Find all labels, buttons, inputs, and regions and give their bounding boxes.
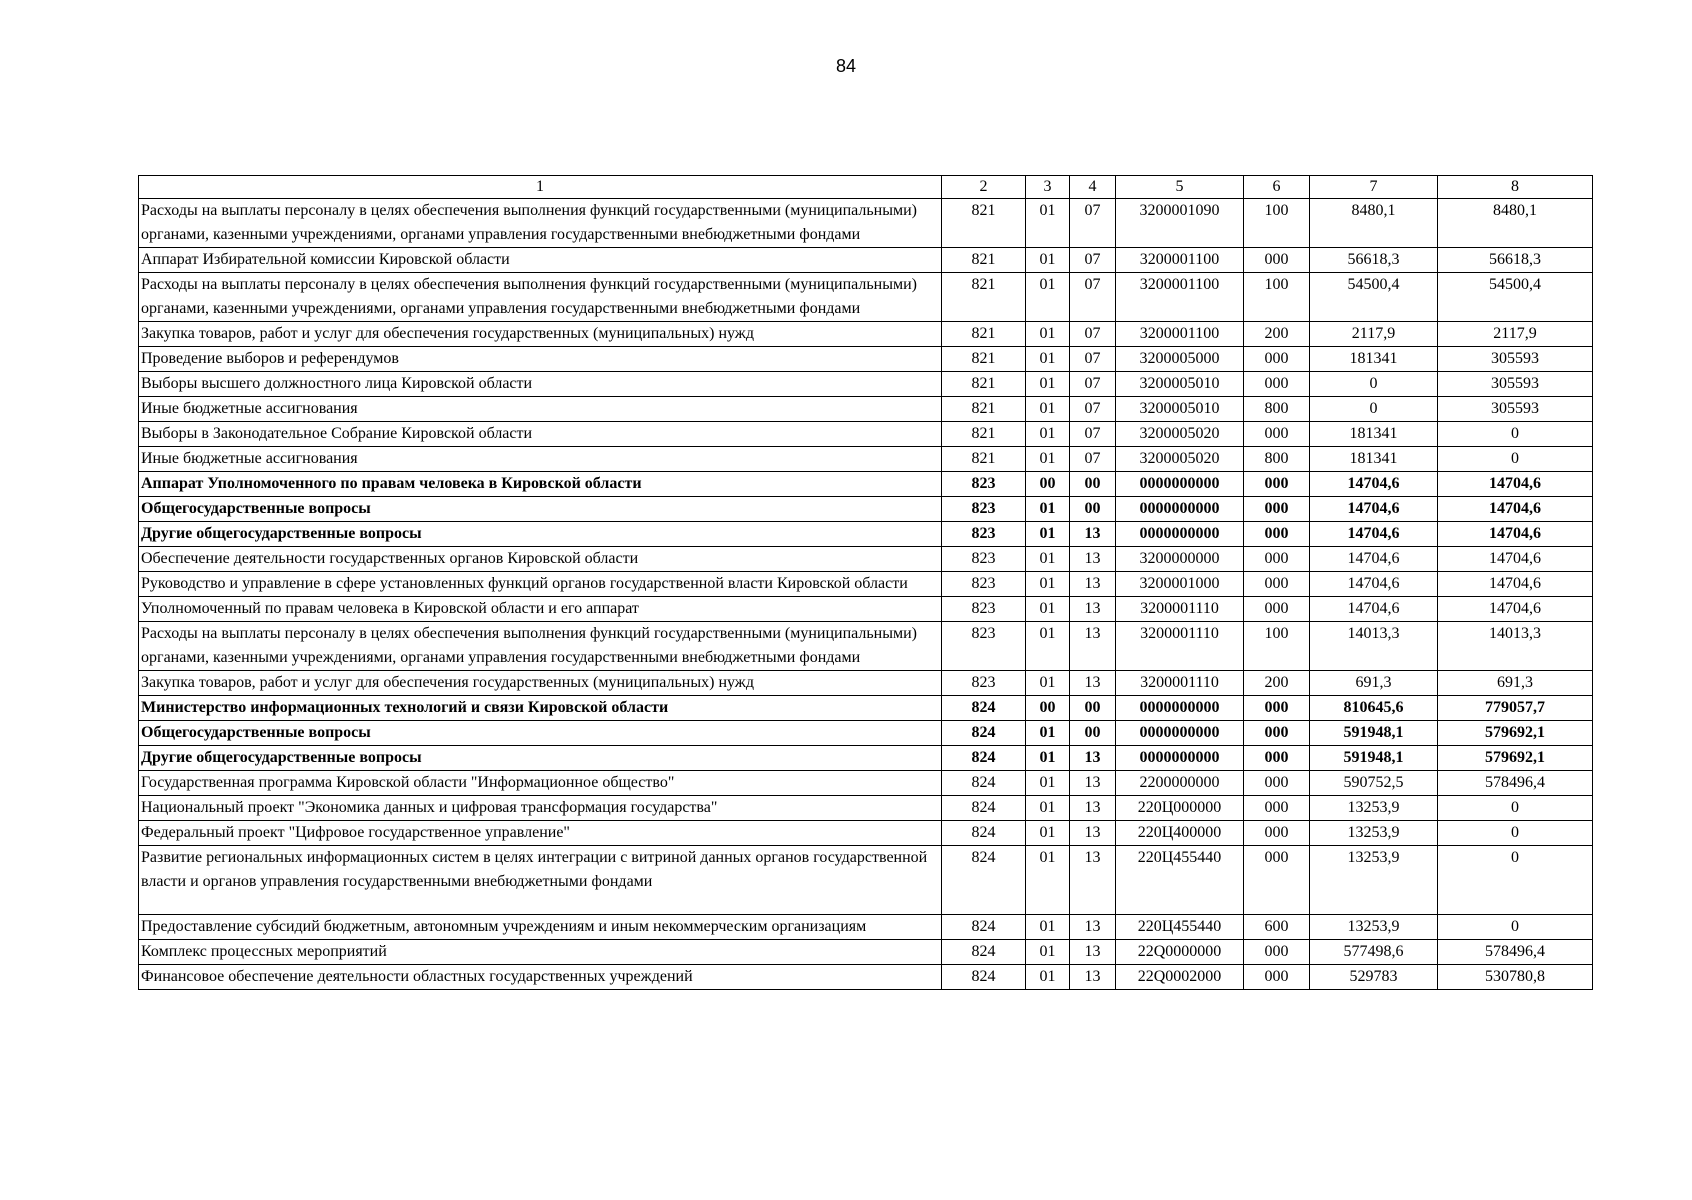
subsection-code-cell: 07 (1070, 372, 1116, 397)
column-header: 8 (1438, 176, 1593, 199)
ministry-code-cell: 824 (942, 915, 1026, 940)
expense-type-cell: 000 (1244, 497, 1310, 522)
section-code-cell: 01 (1026, 447, 1070, 472)
row-name-cell: Общегосударственные вопросы (139, 497, 942, 522)
table-header-row (139, 176, 1593, 199)
amount-col8-cell: 579692,1 (1438, 721, 1593, 746)
amount-col7-cell: 14704,6 (1310, 572, 1438, 597)
target-article-cell: 0000000000 (1116, 497, 1244, 522)
ministry-code-cell: 824 (942, 965, 1026, 990)
subsection-code-cell: 07 (1070, 248, 1116, 273)
target-article-cell: 3200001110 (1116, 671, 1244, 696)
table-row (139, 597, 1593, 622)
ministry-code-cell: 823 (942, 572, 1026, 597)
row-name-cell: Комплекс процессных мероприятий (139, 940, 942, 965)
amount-col8-cell: 0 (1438, 422, 1593, 447)
amount-col7-cell: 591948,1 (1310, 746, 1438, 771)
table-row (139, 915, 1593, 940)
amount-col8-cell: 54500,4 (1438, 273, 1593, 322)
section-code-cell: 01 (1026, 547, 1070, 572)
expense-type-cell: 200 (1244, 671, 1310, 696)
column-header: 5 (1116, 176, 1244, 199)
row-name-cell: Закупка товаров, работ и услуг для обеспечения государственных (муниципальных) нужд (139, 671, 942, 696)
amount-col7-cell: 591948,1 (1310, 721, 1438, 746)
amount-col7-cell: 2117,9 (1310, 322, 1438, 347)
target-article-cell: 0000000000 (1116, 696, 1244, 721)
budget-table (138, 175, 1593, 990)
column-header: 2 (942, 176, 1026, 199)
table-row (139, 372, 1593, 397)
section-code-cell: 01 (1026, 422, 1070, 447)
amount-col7-cell: 13253,9 (1310, 821, 1438, 846)
ministry-code-cell: 824 (942, 821, 1026, 846)
row-name-cell: Проведение выборов и референдумов (139, 347, 942, 372)
row-name-cell: Иные бюджетные ассигнования (139, 397, 942, 422)
amount-col7-cell: 8480,1 (1310, 199, 1438, 248)
target-article-cell: 0000000000 (1116, 522, 1244, 547)
row-name-cell: Национальный проект "Экономика данных и цифровая трансформация государства" (139, 796, 942, 821)
amount-col7-cell: 577498,6 (1310, 940, 1438, 965)
subsection-code-cell: 00 (1070, 472, 1116, 497)
target-article-cell: 3200001100 (1116, 273, 1244, 322)
amount-col8-cell: 2117,9 (1438, 322, 1593, 347)
expense-type-cell: 000 (1244, 696, 1310, 721)
column-header: 4 (1070, 176, 1116, 199)
column-header: 7 (1310, 176, 1438, 199)
expense-type-cell: 000 (1244, 846, 1310, 915)
amount-col8-cell: 14704,6 (1438, 497, 1593, 522)
table-row (139, 397, 1593, 422)
expense-type-cell: 000 (1244, 721, 1310, 746)
amount-col7-cell: 0 (1310, 397, 1438, 422)
target-article-cell: 220Ц455440 (1116, 846, 1244, 915)
ministry-code-cell: 823 (942, 522, 1026, 547)
target-article-cell: 3200001110 (1116, 597, 1244, 622)
section-code-cell: 01 (1026, 915, 1070, 940)
ministry-code-cell: 824 (942, 696, 1026, 721)
row-name-cell: Федеральный проект "Цифровое государственное управление" (139, 821, 942, 846)
section-code-cell: 00 (1026, 472, 1070, 497)
expense-type-cell: 800 (1244, 397, 1310, 422)
section-code-cell: 01 (1026, 771, 1070, 796)
table-row (139, 347, 1593, 372)
amount-col8-cell: 578496,4 (1438, 771, 1593, 796)
expense-type-cell: 000 (1244, 472, 1310, 497)
expense-type-cell: 000 (1244, 771, 1310, 796)
amount-col8-cell: 779057,7 (1438, 696, 1593, 721)
target-article-cell: 220Ц000000 (1116, 796, 1244, 821)
row-name-cell: Финансовое обеспечение деятельности областных государственных учреждений (139, 965, 942, 990)
amount-col8-cell: 8480,1 (1438, 199, 1593, 248)
subsection-code-cell: 07 (1070, 322, 1116, 347)
section-code-cell: 01 (1026, 821, 1070, 846)
table-row (139, 422, 1593, 447)
ministry-code-cell: 824 (942, 771, 1026, 796)
amount-col8-cell: 0 (1438, 821, 1593, 846)
target-article-cell: 3200001000 (1116, 572, 1244, 597)
section-code-cell: 01 (1026, 846, 1070, 915)
subsection-code-cell: 13 (1070, 572, 1116, 597)
table-row (139, 572, 1593, 597)
ministry-code-cell: 821 (942, 322, 1026, 347)
ministry-code-cell: 821 (942, 248, 1026, 273)
ministry-code-cell: 824 (942, 940, 1026, 965)
target-article-cell: 3200005010 (1116, 397, 1244, 422)
section-code-cell: 01 (1026, 746, 1070, 771)
amount-col7-cell: 181341 (1310, 447, 1438, 472)
section-code-cell: 01 (1026, 572, 1070, 597)
table-row (139, 547, 1593, 572)
expense-type-cell: 000 (1244, 940, 1310, 965)
expense-type-cell: 000 (1244, 547, 1310, 572)
row-name-cell: Министерство информационных технологий и связи Кировской области (139, 696, 942, 721)
amount-col8-cell: 530780,8 (1438, 965, 1593, 990)
target-article-cell: 22Q0002000 (1116, 965, 1244, 990)
amount-col8-cell: 14704,6 (1438, 522, 1593, 547)
section-code-cell: 01 (1026, 347, 1070, 372)
amount-col7-cell: 14704,6 (1310, 497, 1438, 522)
target-article-cell: 3200005000 (1116, 347, 1244, 372)
amount-col7-cell: 590752,5 (1310, 771, 1438, 796)
ministry-code-cell: 824 (942, 796, 1026, 821)
subsection-code-cell: 13 (1070, 846, 1116, 915)
ministry-code-cell: 821 (942, 273, 1026, 322)
row-name-cell: Государственная программа Кировской области "Информационное общество" (139, 771, 942, 796)
section-code-cell: 01 (1026, 721, 1070, 746)
expense-type-cell: 600 (1244, 915, 1310, 940)
amount-col7-cell: 14704,6 (1310, 547, 1438, 572)
amount-col8-cell: 691,3 (1438, 671, 1593, 696)
amount-col7-cell: 13253,9 (1310, 915, 1438, 940)
expense-type-cell: 000 (1244, 746, 1310, 771)
subsection-code-cell: 00 (1070, 721, 1116, 746)
section-code-cell: 01 (1026, 497, 1070, 522)
target-article-cell: 2200000000 (1116, 771, 1244, 796)
amount-col7-cell: 13253,9 (1310, 846, 1438, 915)
table-row (139, 940, 1593, 965)
amount-col7-cell: 529783 (1310, 965, 1438, 990)
expense-type-cell: 000 (1244, 422, 1310, 447)
table-row (139, 965, 1593, 990)
expense-type-cell: 000 (1244, 821, 1310, 846)
expense-type-cell: 000 (1244, 248, 1310, 273)
ministry-code-cell: 823 (942, 497, 1026, 522)
amount-col7-cell: 0 (1310, 372, 1438, 397)
amount-col8-cell: 14704,6 (1438, 547, 1593, 572)
target-article-cell: 3200005020 (1116, 422, 1244, 447)
section-code-cell: 01 (1026, 199, 1070, 248)
amount-col8-cell: 305593 (1438, 347, 1593, 372)
amount-col8-cell: 579692,1 (1438, 746, 1593, 771)
ministry-code-cell: 824 (942, 846, 1026, 915)
table-row (139, 846, 1593, 915)
expense-type-cell: 800 (1244, 447, 1310, 472)
amount-col8-cell: 14704,6 (1438, 572, 1593, 597)
row-name-cell: Аппарат Избирательной комиссии Кировской области (139, 248, 942, 273)
table-row (139, 821, 1593, 846)
ministry-code-cell: 821 (942, 397, 1026, 422)
section-code-cell: 01 (1026, 940, 1070, 965)
amount-col8-cell: 578496,4 (1438, 940, 1593, 965)
table-row (139, 622, 1593, 671)
row-name-cell: Обеспечение деятельности государственных органов Кировской области (139, 547, 942, 572)
section-code-cell: 01 (1026, 671, 1070, 696)
target-article-cell: 220Ц455440 (1116, 915, 1244, 940)
section-code-cell: 01 (1026, 597, 1070, 622)
row-name-cell: Закупка товаров, работ и услуг для обеспечения государственных (муниципальных) нужд (139, 322, 942, 347)
expense-type-cell: 100 (1244, 622, 1310, 671)
ministry-code-cell: 821 (942, 422, 1026, 447)
amount-col7-cell: 14704,6 (1310, 522, 1438, 547)
target-article-cell: 0000000000 (1116, 472, 1244, 497)
amount-col7-cell: 54500,4 (1310, 273, 1438, 322)
ministry-code-cell: 821 (942, 447, 1026, 472)
amount-col8-cell: 0 (1438, 915, 1593, 940)
expense-type-cell: 000 (1244, 522, 1310, 547)
table-row (139, 248, 1593, 273)
expense-type-cell: 000 (1244, 965, 1310, 990)
amount-col8-cell: 56618,3 (1438, 248, 1593, 273)
target-article-cell: 3200001090 (1116, 199, 1244, 248)
row-name-cell: Выборы высшего должностного лица Кировской области (139, 372, 942, 397)
section-code-cell: 01 (1026, 796, 1070, 821)
expense-type-cell: 000 (1244, 372, 1310, 397)
row-name-cell: Руководство и управление в сфере установленных функций органов государственной власти Кировской области (139, 572, 942, 597)
row-name-cell: Другие общегосударственные вопросы (139, 522, 942, 547)
section-code-cell: 00 (1026, 696, 1070, 721)
target-article-cell: 3200001100 (1116, 322, 1244, 347)
expense-type-cell: 100 (1244, 199, 1310, 248)
section-code-cell: 01 (1026, 965, 1070, 990)
amount-col8-cell: 0 (1438, 447, 1593, 472)
column-header: 1 (139, 176, 942, 199)
subsection-code-cell: 07 (1070, 199, 1116, 248)
amount-col7-cell: 13253,9 (1310, 796, 1438, 821)
expense-type-cell: 000 (1244, 597, 1310, 622)
section-code-cell: 01 (1026, 372, 1070, 397)
row-name-cell: Общегосударственные вопросы (139, 721, 942, 746)
amount-col8-cell: 14704,6 (1438, 597, 1593, 622)
row-name-cell: Расходы на выплаты персоналу в целях обеспечения выполнения функций государственными (муниципальными) органами, казенными учреждениями, органами управления государственными внебюджетными фондами (139, 199, 942, 248)
table-row (139, 273, 1593, 322)
target-article-cell: 220Ц400000 (1116, 821, 1244, 846)
ministry-code-cell: 821 (942, 372, 1026, 397)
section-code-cell: 01 (1026, 397, 1070, 422)
column-header: 3 (1026, 176, 1070, 199)
table-row-bold (139, 721, 1593, 746)
amount-col7-cell: 56618,3 (1310, 248, 1438, 273)
target-article-cell: 0000000000 (1116, 721, 1244, 746)
target-article-cell: 3200000000 (1116, 547, 1244, 572)
table-row (139, 199, 1593, 248)
subsection-code-cell: 13 (1070, 746, 1116, 771)
row-name-cell: Расходы на выплаты персоналу в целях обеспечения выполнения функций государственными (муниципальными) органами, казенными учреждениями, органами управления государственными внебюджетными фондами (139, 273, 942, 322)
subsection-code-cell: 13 (1070, 547, 1116, 572)
ministry-code-cell: 823 (942, 597, 1026, 622)
subsection-code-cell: 07 (1070, 273, 1116, 322)
subsection-code-cell: 13 (1070, 965, 1116, 990)
amount-col7-cell: 14013,3 (1310, 622, 1438, 671)
row-name-cell: Развитие региональных информационных систем в целях интеграции с витриной данных органов государственной власти и органов управления государственными внебюджетными фондами (139, 846, 942, 915)
subsection-code-cell: 13 (1070, 522, 1116, 547)
expense-type-cell: 000 (1244, 347, 1310, 372)
amount-col7-cell: 181341 (1310, 422, 1438, 447)
subsection-code-cell: 13 (1070, 597, 1116, 622)
subsection-code-cell: 13 (1070, 796, 1116, 821)
subsection-code-cell: 07 (1070, 422, 1116, 447)
subsection-code-cell: 07 (1070, 347, 1116, 372)
ministry-code-cell: 823 (942, 622, 1026, 671)
table-row-bold (139, 522, 1593, 547)
ministry-code-cell: 821 (942, 199, 1026, 248)
expense-type-cell: 000 (1244, 796, 1310, 821)
subsection-code-cell: 13 (1070, 622, 1116, 671)
subsection-code-cell: 07 (1070, 447, 1116, 472)
section-code-cell: 01 (1026, 273, 1070, 322)
table-row (139, 447, 1593, 472)
subsection-code-cell: 13 (1070, 671, 1116, 696)
table-row (139, 671, 1593, 696)
row-name-cell: Иные бюджетные ассигнования (139, 447, 942, 472)
row-name-cell: Предоставление субсидий бюджетным, автономным учреждениям и иным некоммерческим организациям (139, 915, 942, 940)
amount-col7-cell: 181341 (1310, 347, 1438, 372)
page-number: 84 (835, 56, 857, 76)
amount-col8-cell: 305593 (1438, 372, 1593, 397)
table-row (139, 322, 1593, 347)
ministry-code-cell: 821 (942, 347, 1026, 372)
row-name-cell: Расходы на выплаты персоналу в целях обеспечения выполнения функций государственными (муниципальными) органами, казенными учреждениями, органами управления государственными внебюджетными фондами (139, 622, 942, 671)
ministry-code-cell: 823 (942, 472, 1026, 497)
amount-col8-cell: 14013,3 (1438, 622, 1593, 671)
ministry-code-cell: 824 (942, 721, 1026, 746)
amount-col8-cell: 305593 (1438, 397, 1593, 422)
row-name-cell: Уполномоченный по правам человека в Кировской области и его аппарат (139, 597, 942, 622)
target-article-cell: 3200001100 (1116, 248, 1244, 273)
subsection-code-cell: 00 (1070, 696, 1116, 721)
subsection-code-cell: 13 (1070, 821, 1116, 846)
expense-type-cell: 000 (1244, 572, 1310, 597)
ministry-code-cell: 823 (942, 547, 1026, 572)
amount-col8-cell: 0 (1438, 796, 1593, 821)
row-name-cell: Аппарат Уполномоченного по правам человека в Кировской области (139, 472, 942, 497)
subsection-code-cell: 13 (1070, 771, 1116, 796)
section-code-cell: 01 (1026, 522, 1070, 547)
ministry-code-cell: 824 (942, 746, 1026, 771)
subsection-code-cell: 07 (1070, 397, 1116, 422)
table-row-bold (139, 472, 1593, 497)
amount-col8-cell: 0 (1438, 846, 1593, 915)
table-row (139, 771, 1593, 796)
target-article-cell: 22Q0000000 (1116, 940, 1244, 965)
target-article-cell: 3200001110 (1116, 622, 1244, 671)
amount-col7-cell: 14704,6 (1310, 597, 1438, 622)
target-article-cell: 3200005020 (1116, 447, 1244, 472)
section-code-cell: 01 (1026, 622, 1070, 671)
expense-type-cell: 100 (1244, 273, 1310, 322)
subsection-code-cell: 13 (1070, 915, 1116, 940)
column-header: 6 (1244, 176, 1310, 199)
subsection-code-cell: 13 (1070, 940, 1116, 965)
subsection-code-cell: 00 (1070, 497, 1116, 522)
section-code-cell: 01 (1026, 322, 1070, 347)
table-row-bold (139, 746, 1593, 771)
ministry-code-cell: 823 (942, 671, 1026, 696)
table-row (139, 796, 1593, 821)
target-article-cell: 0000000000 (1116, 746, 1244, 771)
table-row-bold (139, 696, 1593, 721)
row-name-cell: Выборы в Законодательное Собрание Кировской области (139, 422, 942, 447)
amount-col7-cell: 810645,6 (1310, 696, 1438, 721)
target-article-cell: 3200005010 (1116, 372, 1244, 397)
section-code-cell: 01 (1026, 248, 1070, 273)
amount-col7-cell: 14704,6 (1310, 472, 1438, 497)
row-name-cell: Другие общегосударственные вопросы (139, 746, 942, 771)
amount-col7-cell: 691,3 (1310, 671, 1438, 696)
table-row-bold (139, 497, 1593, 522)
expense-type-cell: 200 (1244, 322, 1310, 347)
amount-col8-cell: 14704,6 (1438, 472, 1593, 497)
